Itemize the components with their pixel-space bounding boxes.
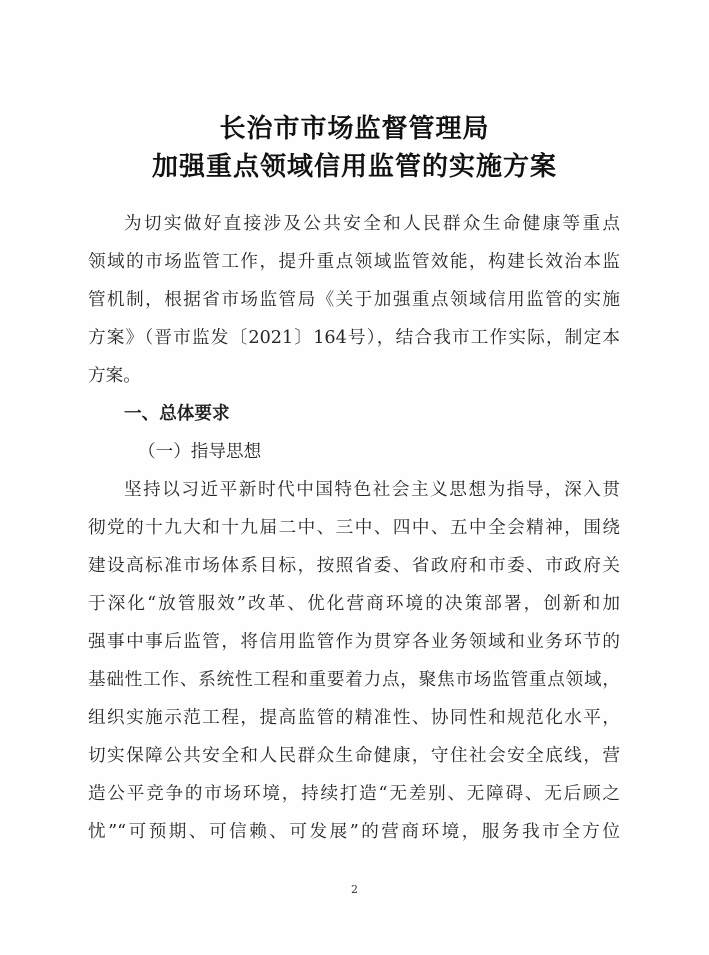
intro-paragraph-line: 管机制，根据省市场监管局《关于加强重点领域信用监管的实施 (88, 290, 620, 310)
body-paragraph-line: 强事中事后监管，将信用监管作为贯穿各业务领域和业务环节的 (88, 632, 620, 652)
body-paragraph-line: 组织实施示范工程，提高监管的精准性、协同性和规范化水平， (88, 708, 620, 728)
intro-paragraph-line: 领域的市场监管工作，提升重点领域监管效能，构建长效治本监 (88, 252, 620, 272)
document-title-line-2: 加强重点领域信用监管的实施方案 (151, 152, 557, 182)
body-paragraph-line: 造公平竞争的市场环境，持续打造“无差别、无障碍、无后顾之 (88, 784, 620, 804)
body-paragraph-line: 坚持以习近平新时代中国特色社会主义思想为指导，深入贯 (124, 480, 620, 500)
body-paragraph-line: 彻党的十九大和十九届二中、三中、四中、五中全会精神，围绕 (88, 518, 620, 538)
intro-paragraph-line: 为切实做好直接涉及公共安全和人民群众生命健康等重点 (124, 214, 620, 234)
page-number: 2 (351, 883, 358, 896)
document-title-line-1: 长治市市场监督管理局 (219, 114, 490, 144)
body-paragraph-line: 建设高标准市场体系目标，按照省委、省政府和市委、市政府关 (88, 556, 620, 576)
intro-paragraph-line: 方案。 (88, 366, 141, 386)
subsection-heading: （一）指导思想 (138, 442, 262, 462)
body-paragraph-line: 切实保障公共安全和人民群众生命健康，守住社会安全底线，营 (88, 746, 620, 766)
section-heading: 一、总体要求 (124, 404, 230, 424)
body-paragraph-line: 于深化“放管服效”改革、优化营商环境的决策部署，创新和加 (88, 594, 620, 614)
body-paragraph-line: 基础性工作、系统性工程和重要着力点，聚焦市场监管重点领域， (88, 670, 620, 690)
body-paragraph-line: 忧”“可预期、可信赖、可发展”的营商环境，服务我市全方位 (88, 822, 620, 842)
intro-paragraph-line: 方案》（晋市监发〔2021〕164号），结合我市工作实际，制定本 (88, 328, 620, 348)
